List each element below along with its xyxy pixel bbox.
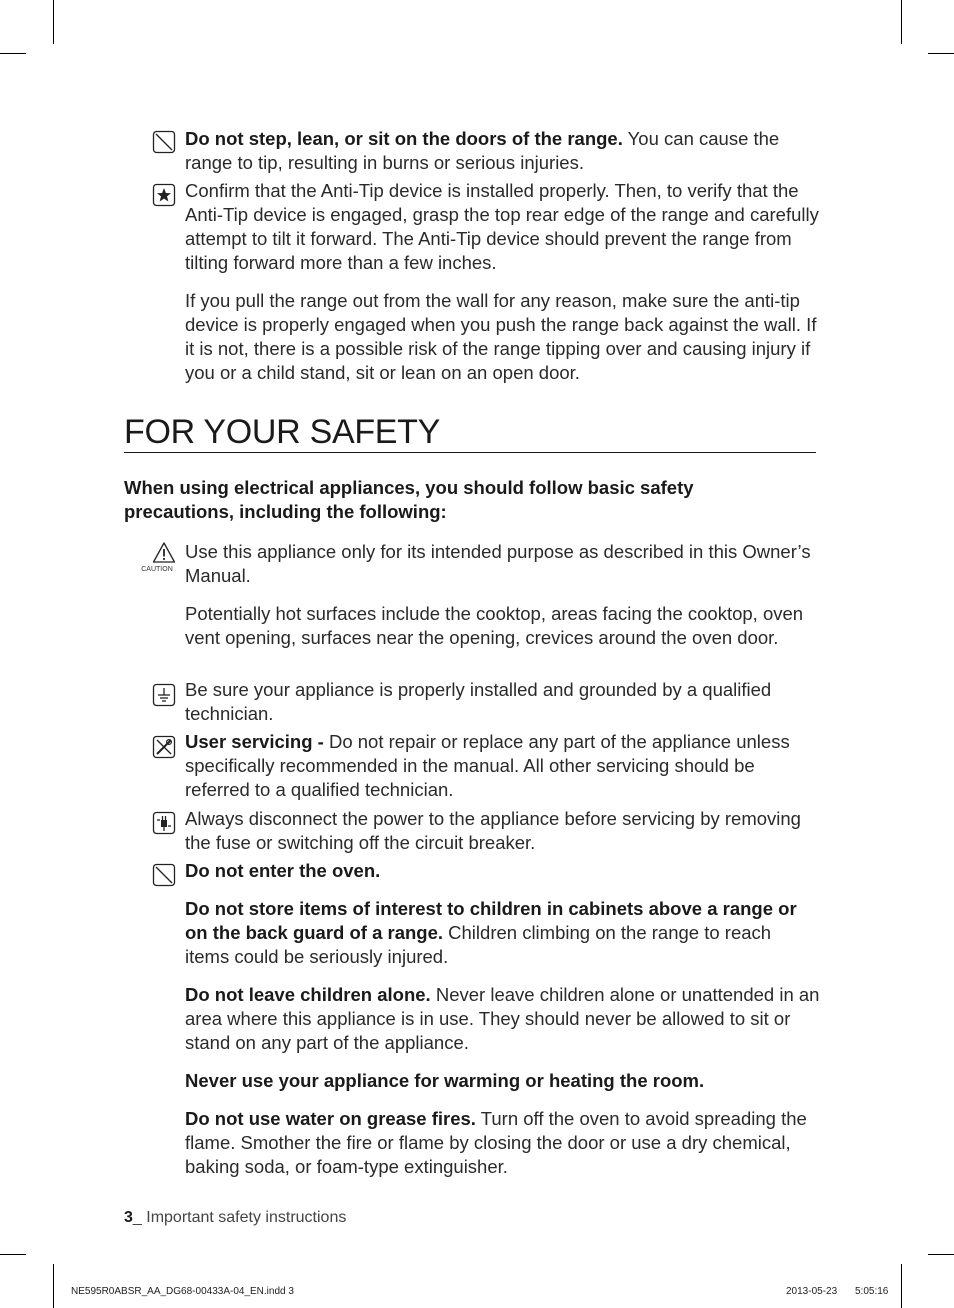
footer-label: _ Important safety instructions (132, 1209, 347, 1226)
item-text: Turn off the oven to avoid spreading the flame. Smother the fire or flame by closing the door or use a dry chemical, baking soda, or foam-type extinguisher. (185, 1108, 807, 1177)
ground-icon (152, 683, 176, 707)
prohibit-icon (152, 863, 176, 887)
item-bold: Do not enter the oven. (185, 860, 381, 881)
crop-mark (53, 1264, 54, 1308)
item-text: Use this appliance only for its intended purpose as described in this Owner’s Manual. (185, 541, 811, 586)
warning-item (185, 1069, 820, 1093)
warning-item (185, 1107, 820, 1179)
item-bold: Never use your appliance for warming or heating the room. (185, 1070, 705, 1091)
note-item (185, 289, 820, 385)
warning-item (185, 983, 820, 1055)
slug-time: 5:05:16 (855, 1286, 889, 1297)
section-intro: When using electrical appliances, you should follow basic safety precautions, including the following: (124, 477, 694, 522)
crop-mark (901, 1264, 902, 1308)
caution-item (185, 602, 820, 650)
slug-file: NE595R0ABSR_AA_DG68-00433A-04_EN.indd 3 (71, 1286, 294, 1297)
note-item (185, 179, 820, 275)
item-text: Do not repair or replace any part of the appliance unless specifically recommended in the manual. All other servicing should be referred to a qualified technician. (185, 731, 790, 800)
item-bold: User servicing - (185, 731, 324, 752)
item-bold: Do not leave children alone. (185, 984, 431, 1005)
section-title: FOR YOUR SAFETY (124, 412, 816, 453)
unplug-item (185, 807, 820, 855)
warning-item (185, 897, 820, 969)
caution-item (185, 540, 820, 588)
ground-item (185, 678, 820, 726)
item-text: Children climbing on the range to reach items could be seriously injured. (185, 922, 772, 967)
item-bold: Do not store items of interest to children in cabinets above a range or on the back guard of a range. (185, 898, 797, 943)
caution-triangle-icon (152, 541, 176, 565)
item-text: Be sure your appliance is properly installed and grounded by a qualified technician. (185, 679, 772, 724)
slug-date: 2013-05-23 (786, 1286, 838, 1297)
crop-mark (0, 1254, 26, 1255)
no-disassembly-icon (152, 735, 176, 759)
crop-mark (901, 0, 902, 44)
item-bold: Do not step, lean, or sit on the doors of the range. (185, 128, 623, 149)
warning-item (185, 859, 820, 883)
item-text: Potentially hot surfaces include the cooktop, areas facing the cooktop, oven vent opening, surfaces near the opening, crevices around the oven door. (185, 603, 804, 648)
caution-label: CAUTION (141, 566, 173, 573)
servicing-item (185, 730, 820, 802)
item-text: If you pull the range out from the wall for any reason, make sure the anti-tip device is properly engaged when you push the range back against the wall. If it is not, there is a possible risk of the range tipping over and causing injury if you or a child stand, sit or lean on an open door. (185, 290, 817, 383)
prohibit-icon (152, 130, 176, 154)
page-number: 3 (124, 1209, 133, 1226)
unplug-icon (152, 811, 176, 835)
star-note-icon (152, 183, 176, 207)
item-bold: Do not use water on grease fires. (185, 1108, 476, 1129)
warning-item (185, 127, 820, 175)
crop-mark (53, 0, 54, 44)
item-text: Never leave children alone or unattended in an area where this appliance is in use. They should never be allowed to sit or stand on any part of the appliance. (185, 984, 820, 1053)
page-footer (124, 1208, 346, 1228)
item-text: Confirm that the Anti-Tip device is installed properly. Then, to verify that the Anti-Tip device is engaged, grasp the top rear edge of the range and carefully attempt to tilt it forward. The Anti-Tip device should prevent the range from tilting forward more than a few inches. (185, 180, 819, 273)
crop-mark (928, 53, 954, 54)
item-text: You can cause the range to tip, resulting in burns or serious injuries. (185, 128, 780, 173)
crop-mark (928, 1254, 954, 1255)
crop-mark (0, 53, 26, 54)
item-text: Always disconnect the power to the appliance before servicing by removing the fuse or switching off the circuit breaker. (185, 808, 801, 853)
